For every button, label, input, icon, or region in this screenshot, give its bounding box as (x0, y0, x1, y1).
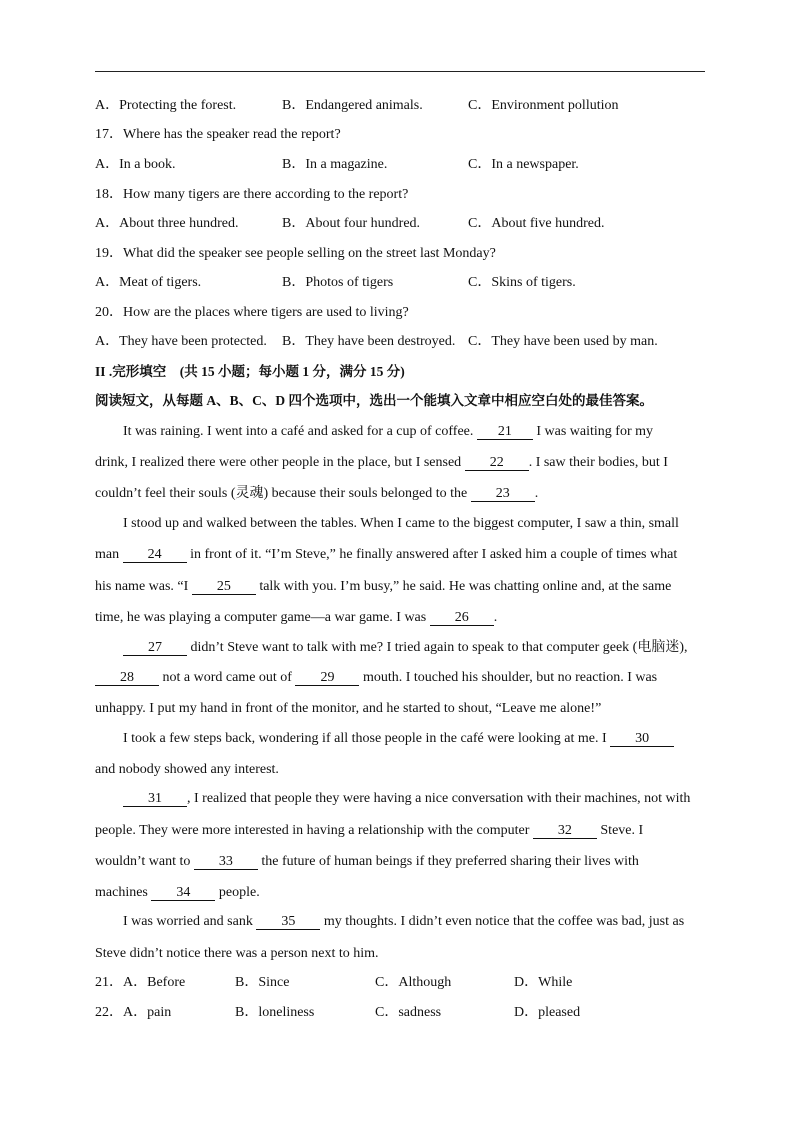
q21-option-c: C．Although (375, 975, 452, 990)
q18-option-a: A．About three hundred. (95, 216, 239, 231)
passage-line-7: time, he was playing a computer game—a war game. I was 26 . (95, 610, 498, 625)
blank-35: 35 (256, 914, 320, 930)
passage-line-1: It was raining. I went into a café and asked for a cup of coffee. 21 I was waiting for my (123, 424, 654, 439)
blank-33: 33 (194, 854, 258, 870)
q16-option-c: C．Environment pollution (468, 98, 619, 113)
q21-number: 21． (95, 975, 123, 990)
section-instruction: 阅读短文，从每题 A、B、C、D 四个选项中，选出一个能填入文章中相应空白处的最佳答案。 (95, 393, 654, 408)
q16-option-a: A．Protecting the forest. (95, 98, 237, 113)
q19-option-c: C．Skins of tigers. (468, 275, 576, 290)
blank-31: 31 (123, 791, 187, 807)
q19-option-a: A．Meat of tigers. (95, 275, 202, 290)
blank-28: 28 (95, 670, 159, 686)
q18-option-b: B．About four hundred. (282, 216, 421, 231)
passage-line-15: wouldn’t want to 33 the future of human beings if they preferred sharing their lives with (95, 854, 639, 869)
passage-line-14: people. They were more interested in having a relationship with the computer 32 Steve. I (95, 823, 644, 838)
q16-option-b: B．Endangered animals. (282, 98, 423, 113)
header-rule (95, 71, 705, 72)
passage-line-9: 28 not a word came out of 29 mouth. I touched his shoulder, but no reaction. I was (95, 669, 657, 687)
q22-option-a: A．pain (123, 1005, 172, 1020)
q22-option-b: B．loneliness (235, 1005, 315, 1020)
q22-number: 22． (95, 1005, 123, 1020)
passage-line-2: drink, I realized there were other people in the place, but I sensed 22 . I saw their bodies, but I (95, 455, 668, 470)
q21-option-d: D．While (514, 975, 573, 990)
passage-line-11: I took a few steps back, wondering if all those people in the café were looking at me. I 30 (123, 730, 674, 748)
blank-34: 34 (151, 885, 215, 901)
blank-32: 32 (533, 823, 597, 839)
q22-option-d: D．pleased (514, 1005, 581, 1020)
passage-line-10: unhappy. I put my hand in front of the monitor, and he started to shout, “Leave me alone!” (95, 701, 602, 716)
blank-26: 26 (430, 610, 494, 626)
section-title: II .完形填空 (共 15 小题；每小题 1 分，满分 15 分) (95, 364, 405, 379)
q18-option-c: C．About five hundred. (468, 216, 605, 231)
passage-line-18: Steve didn’t notice there was a person next to him. (95, 946, 379, 961)
passage-line-3: couldn’t feel their souls (灵魂) because their souls belonged to the 23 . (95, 486, 539, 501)
q20-option-c: C．They have been used by man. (468, 334, 658, 349)
q20-stem: 20．How are the places where tigers are used to living? (95, 305, 409, 320)
passage-line-12: and nobody showed any interest. (95, 762, 279, 777)
passage-line-4: I stood up and walked between the tables. When I came to the biggest computer, I saw a thin, small (123, 516, 679, 531)
q17-stem: 17．Where has the speaker read the report? (95, 127, 341, 142)
passage-line-8: 27 didn’t Steve want to talk with me? I tried again to speak to that computer geek (电脑迷), (123, 639, 688, 657)
q21-option-b: B．Since (235, 975, 290, 990)
blank-30: 30 (610, 731, 674, 747)
q17-option-a: A．In a book. (95, 157, 176, 172)
blank-21: 21 (477, 424, 533, 440)
q21-option-a: A．Before (123, 975, 186, 990)
q20-option-a: A．They have been protected. (95, 334, 267, 349)
blank-24: 24 (123, 547, 187, 563)
blank-29: 29 (295, 670, 359, 686)
blank-25: 25 (192, 579, 256, 595)
q19-stem: 19．What did the speaker see people selling on the street last Monday? (95, 246, 496, 261)
q19-option-b: B．Photos of tigers (282, 275, 394, 290)
passage-line-5: man 24 in front of it. “I’m Steve,” he finally answered after I asked him a couple of times what (95, 547, 678, 562)
passage-line-17: I was worried and sank 35 my thoughts. I didn’t even notice that the coffee was bad, just as (123, 914, 685, 929)
q18-stem: 18．How many tigers are there according to the report? (95, 187, 409, 202)
blank-23: 23 (471, 486, 535, 502)
q17-option-b: B．In a magazine. (282, 157, 388, 172)
blank-22: 22 (465, 455, 529, 471)
passage-line-13: 31 , I realized that people they were having a nice conversation with their machines, not with (123, 790, 690, 808)
passage-line-16: machines 34 people. (95, 885, 260, 900)
blank-27: 27 (123, 640, 187, 656)
q17-option-c: C．In a newspaper. (468, 157, 579, 172)
passage-line-6: his name was. “I 25 talk with you. I’m busy,” he said. He was chatting online and, at the same (95, 579, 672, 594)
q20-option-b: B．They have been destroyed. (282, 334, 456, 349)
q22-option-c: C．sadness (375, 1005, 442, 1020)
